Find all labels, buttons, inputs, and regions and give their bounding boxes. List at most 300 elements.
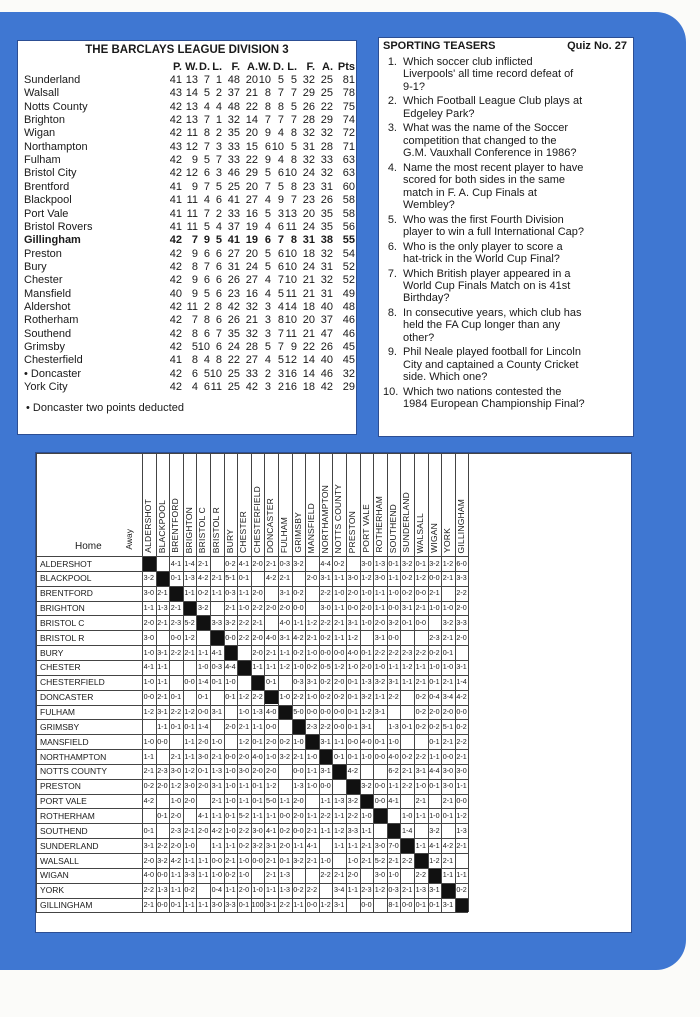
result-cell: 0-0 [170,632,182,642]
league-value: 16 [284,381,297,394]
league-value: 29 [302,87,315,100]
result-cell: 0-1 [252,736,263,746]
result-cell: 1-0 [170,796,182,806]
away-team-header [346,453,360,555]
result-cell: 1-3 [211,766,222,776]
league-value: 11 [285,220,297,233]
league-row [18,208,356,221]
league-col-header: D. [273,61,284,73]
result-cell: 3-1 [265,900,277,910]
away-team-name: DONCASTER [265,497,276,553]
away-team-name: BRISTOL C [197,506,208,553]
away-team-name: BRENTFORD [170,498,181,553]
result-cell: 3-1 [306,677,318,687]
result-cell: 2-0 [361,603,372,613]
result-cell: 1-0 [143,677,154,687]
league-value: 45 [342,341,355,353]
result-cell: 0-1 [279,855,290,865]
league-value: 8 [290,234,297,247]
league-value: 7 [191,314,198,327]
league-value: 2 [203,300,210,313]
result-cell: 2-1 [184,825,195,835]
result-cell: 1-3 [456,825,467,835]
result-cell: 0-0 [211,855,222,865]
result-cell: 1-1 [333,840,345,850]
league-value: 12 [284,354,297,367]
result-cell: 1-0 [347,662,358,672]
league-value: 46 [342,314,355,327]
result-cell: 1-2 [415,573,426,583]
team-name: York City [24,381,68,394]
grid-row-line [36,719,468,720]
result-cell: 1-3 [361,677,372,687]
result-cell: 2-1 [293,751,304,761]
league-value: 31 [320,260,333,273]
result-cell: 0-0 [252,855,263,865]
result-cell: 4-4 [429,766,440,776]
diagonal-block [237,660,251,675]
league-value: 29 [245,167,258,180]
result-cell: 1-1 [157,677,168,687]
result-cell: 2-0 [279,603,290,613]
result-cell: 1-0 [211,736,222,746]
team-name: Chesterfield [24,354,83,367]
result-cell: 3-1 [442,900,454,910]
result-cell: 4-4 [225,662,236,672]
diagonal-block [319,749,333,764]
result-cell: 1-4 [184,558,195,568]
league-note: • Doncaster two points deducted [26,402,184,414]
result-cell: 0-0 [293,825,304,835]
league-col-header: Pts [337,61,355,73]
league-row [18,221,356,234]
league-value: 41 [169,220,182,233]
result-cell: 0-2 [456,885,467,895]
league-value: 13 [185,74,198,86]
result-cell: 3-1 [157,707,168,716]
result-cell: 2-1 [265,558,277,568]
result-cell: 2-3 [306,721,318,731]
league-value: 6 [203,327,210,340]
home-team-name: BRENTFORD [40,588,93,599]
quiz-question-text: Which two nations contested the 1984 European Championship Final? [403,385,585,411]
result-cell: 2-0 [197,736,209,746]
league-value: 49 [342,287,355,300]
league-value: 42 [169,127,182,140]
league-value: 27 [245,194,258,207]
away-team-name: WALSALL [415,512,425,553]
grid-col-line [400,453,401,912]
league-value: 31 [302,140,315,153]
result-cell: 2-1 [306,855,318,865]
result-cell: 2-2 [320,588,331,598]
grid-col-line [468,453,469,912]
league-value: 23 [227,287,240,300]
result-cell: 1-1 [143,751,154,761]
result-cell: 0-1 [347,692,358,702]
result-cell: 4-2 [347,766,358,776]
league-value: 7 [203,114,210,127]
league-value: 16 [245,207,258,220]
team-name: Mansfield [24,287,72,300]
home-team-name: WIGAN [40,870,69,881]
home-label: Home [75,541,102,552]
league-value: 13 [185,114,198,127]
result-cell: 2-0 [170,840,182,850]
league-value: 11 [186,220,198,233]
league-value: 9 [191,274,198,287]
grid-col-line [237,453,238,912]
result-cell: 1-1 [388,662,399,672]
away-team-name: NOTTS COUNTY [333,483,344,553]
league-value: 1 [215,74,222,86]
league-value: 21 [302,274,315,287]
result-cell: 1-1 [415,840,426,850]
result-cell: 2-2 [320,810,331,820]
result-cell: 3-2 [347,796,358,806]
league-value: 37 [227,87,240,100]
result-cell: 2-0 [197,825,209,835]
diagonal-block [196,615,210,630]
result-cell: 1-1 [347,885,358,895]
result-cell: 2-3 [429,632,440,642]
quiz-question-number: 8. [387,307,397,319]
result-cell: 0-1 [347,751,358,761]
diagonal-block [373,808,387,823]
diagonal-block [455,898,469,913]
result-cell: 4-0 [388,751,399,761]
result-cell: 4-1 [306,840,318,850]
league-value: 32 [320,247,333,260]
league-row [18,248,356,261]
result-cell: 2-1 [456,751,467,761]
result-cell: 3-1 [401,603,413,613]
grid-row-line [36,808,468,809]
league-value: 8 [215,354,222,367]
league-value: 28 [245,341,258,353]
result-cell: 3-3 [184,870,195,880]
result-cell: 0-2 [401,751,413,761]
league-value: 18 [302,300,315,313]
result-cell: 0-1 [429,781,440,791]
result-cell: 3-2 [429,558,440,568]
quiz-question-number: 5. [387,213,397,226]
result-cell: 3-0 [347,573,358,583]
result-cell: 1-2 [361,573,372,583]
result-cell: 2-2 [347,810,358,820]
league-value: 2 [215,87,222,100]
home-team-name: FULHAM [40,707,75,717]
result-cell: 2-1 [211,796,222,806]
league-value: 10 [284,167,297,180]
result-cell: 2-1 [361,840,372,850]
result-cell: 2-0 [306,573,318,583]
league-value: 14 [284,300,297,313]
grid-row-line [36,601,468,602]
result-cell: 2-0 [143,855,154,865]
league-value: 11 [186,207,198,220]
result-cell: 1-1 [429,751,440,761]
league-value: 32 [320,274,333,287]
result-cell: 1-1 [252,810,263,820]
league-col-header: F. [306,61,315,73]
result-cell: 1-0 [347,855,358,865]
result-cell: 4-2 [442,840,454,850]
league-value: 2 [215,127,222,140]
league-value: 14 [302,367,315,380]
league-value: 5 [264,247,271,260]
result-cell: 1-1 [374,603,386,613]
league-value: 28 [320,140,333,153]
league-value: 26 [320,341,333,353]
team-name: Brighton [24,114,65,127]
league-value: 20 [245,247,258,260]
result-cell: 1-1 [320,796,331,806]
result-cell: 3-4 [442,692,454,702]
league-value: 15 [245,140,258,153]
result-cell: 0-1 [429,736,440,746]
grid-col-line [414,453,415,912]
result-cell: 0-0 [333,647,345,657]
league-value: 46 [320,367,333,380]
diagonal-block [183,601,197,616]
result-cell: 1-1 [184,588,195,598]
result-cell: 1-1 [143,603,154,613]
league-value: 26 [320,194,333,207]
league-row [18,74,356,87]
league-value: 42 [169,167,182,180]
grid-row-line [36,868,468,869]
league-value: 18 [302,247,315,260]
result-cell: 7-0 [388,840,399,850]
result-cell: 2-1 [225,603,236,613]
result-cell: 3-1 [279,632,290,642]
league-value: 6 [215,247,222,260]
league-value: 8 [191,327,198,340]
result-cell: 1-1 [333,603,345,613]
league-value: 5 [277,74,284,86]
league-value: 25 [227,381,240,394]
league-value: 32 [320,167,333,180]
away-team-name: MANSFIELD [306,502,317,553]
result-cell: 1-3 [279,885,290,895]
home-team-name: ROTHERHAM [40,810,95,821]
away-team-header [156,453,170,555]
grid-col-line [373,453,374,912]
result-cell: 2-1 [157,588,168,598]
result-cell: 1-1 [293,840,304,850]
result-cell: 3-2 [361,692,372,702]
result-cell: 2-1 [265,870,277,880]
result-cell: 0-1 [442,810,454,820]
league-value: 8 [277,314,284,327]
grid-col-line [455,453,456,912]
league-value: 42 [169,260,182,273]
result-cell: 1-0 [388,870,399,880]
away-team-header [224,453,238,555]
league-value: 8 [277,100,284,113]
result-cell: 2-0 [279,840,290,850]
league-value: 8 [203,127,210,140]
league-value: 6 [191,367,198,380]
result-cell: 0-1 [197,692,209,702]
grid-col-line [305,453,306,912]
league-value: 41 [227,234,240,247]
result-cell: 1-1 [238,781,250,791]
league-value: 4 [203,194,210,207]
league-value: 31 [320,180,333,193]
grid-col-line [36,453,37,912]
result-cell: 0-0 [333,721,345,731]
result-cell: 4-1 [238,558,250,568]
grid-col-line [142,453,143,912]
home-team-name: BRIGHTON [40,603,85,614]
league-value: 13 [284,207,297,220]
away-team-name: GILLINGHAM [455,498,466,553]
result-cell: 5-2 [238,810,250,820]
grid-col-line [319,453,320,912]
result-cell: 1-1 [320,825,331,835]
result-cell: 2-0 [252,766,263,776]
result-cell: 4-4 [320,558,331,568]
result-cell: 3-1 [361,721,372,731]
result-cell: 3-1 [320,736,331,746]
result-cell: 0-0 [429,573,440,583]
league-value: 78 [342,87,355,100]
away-team-header [278,453,292,555]
league-value: 12 [185,140,198,153]
home-team-name: BLACKPOOL [40,573,92,584]
away-team-name: BLACKPOOL [156,499,167,553]
home-team-name: NORTHAMPTON [40,751,107,762]
result-cell: 2-0 [157,781,168,791]
league-value: 3 [215,167,222,180]
league-value: 58 [342,194,355,207]
league-value: 20 [302,207,315,220]
result-cell: 0-0 [143,692,154,702]
league-value: 25 [227,180,240,193]
grid-col-line [278,453,279,912]
diagonal-block [210,630,224,645]
team-name: Northampton [24,140,88,153]
result-cell: 0-1 [238,900,250,910]
result-cell: 2-1 [184,647,195,657]
quiz-question-number: 1. [387,56,397,68]
league-value: 6 [203,247,210,260]
league-value: 42 [245,381,258,394]
league-value: 10 [284,314,297,327]
result-cell: 0-2 [429,647,440,657]
result-cell: 0-0 [320,781,331,791]
league-value: 7 [277,87,284,100]
away-team-header [414,453,428,555]
result-cell: 0-2 [320,632,331,642]
team-name: Port Vale [24,207,69,220]
result-cell: 2-1 [442,855,454,865]
result-cell: 2-0 [225,721,236,731]
away-team-header [292,453,306,555]
result-cell: 3-1 [456,662,467,672]
league-value: 6 [264,140,271,153]
league-value: 10 [271,140,284,153]
result-cell: 3-2 [293,558,304,568]
diagonal-block [441,883,455,898]
away-team-name: NORTHAMPTON [319,484,330,553]
home-team-name: GRIMSBY [40,721,80,732]
team-name: Preston [24,247,62,260]
result-cell: 2-0 [184,796,195,806]
league-value: 43 [169,140,182,153]
league-value: 35 [227,327,240,340]
result-cell: 2-1 [211,751,222,761]
result-cell: 1-0 [238,707,250,716]
league-value: 4 [264,274,271,287]
diagonal-block [414,853,428,868]
result-cell: 3-4 [333,885,345,895]
grid-row-line [36,586,468,587]
result-cell: 0-2 [293,647,304,657]
league-value: 42 [320,381,333,394]
result-cell: 3-0 [320,603,331,613]
league-value: 21 [245,314,258,327]
result-cell: 3-0 [184,781,195,791]
result-cell: 0-0 [374,781,386,791]
result-cell: 0-0 [293,766,304,776]
result-cell: 2-1 [211,573,222,583]
result-cell: 2-0 [252,558,263,568]
league-value: 45 [342,354,355,367]
league-value: 32 [302,154,315,167]
league-value: 8 [191,354,198,367]
league-value: 5 [290,74,297,86]
league-value: 41 [169,354,182,367]
result-cell: 2-1 [429,588,440,598]
league-value: 35 [227,127,240,140]
result-cell: 4-0 [265,632,277,642]
result-cell: 1-0 [361,588,372,598]
result-cell: 2-2 [401,781,413,791]
result-cell: 0-1 [415,558,426,568]
home-team-name: WALSALL [40,855,79,866]
grid-row-line [36,838,468,839]
result-cell: 2-2 [320,617,331,627]
league-value: 8 [290,127,297,140]
league-value: 6 [277,260,284,273]
result-cell: 2-0 [293,810,304,820]
result-cell: 1-1 [184,736,195,746]
team-name: Bristol Rovers [24,220,93,233]
result-cell: 2-1 [157,692,168,702]
away-team-header [455,453,469,555]
result-cell: 4-0 [361,736,372,746]
league-value: 7 [277,341,284,353]
league-row [18,274,356,287]
league-value: 27 [227,247,240,260]
result-cell: 2-2 [238,825,250,835]
result-cell: 1-3 [388,721,399,731]
result-cell: 0-1 [170,692,182,702]
result-cell: 1-2 [184,766,195,776]
league-row [18,341,356,354]
result-cell: 2-0 [197,781,209,791]
league-value: 4 [264,194,271,207]
team-name: • Doncaster [24,367,82,380]
league-value: 11 [285,287,297,300]
home-team-name: PRESTON [40,781,81,792]
result-cell: 1-1 [211,810,222,820]
result-cell: 3-2 [197,603,209,613]
quiz-question-text: What was the name of the Soccer competition that changed to the G.M. Vauxhall Conference in 1986? [403,122,577,160]
